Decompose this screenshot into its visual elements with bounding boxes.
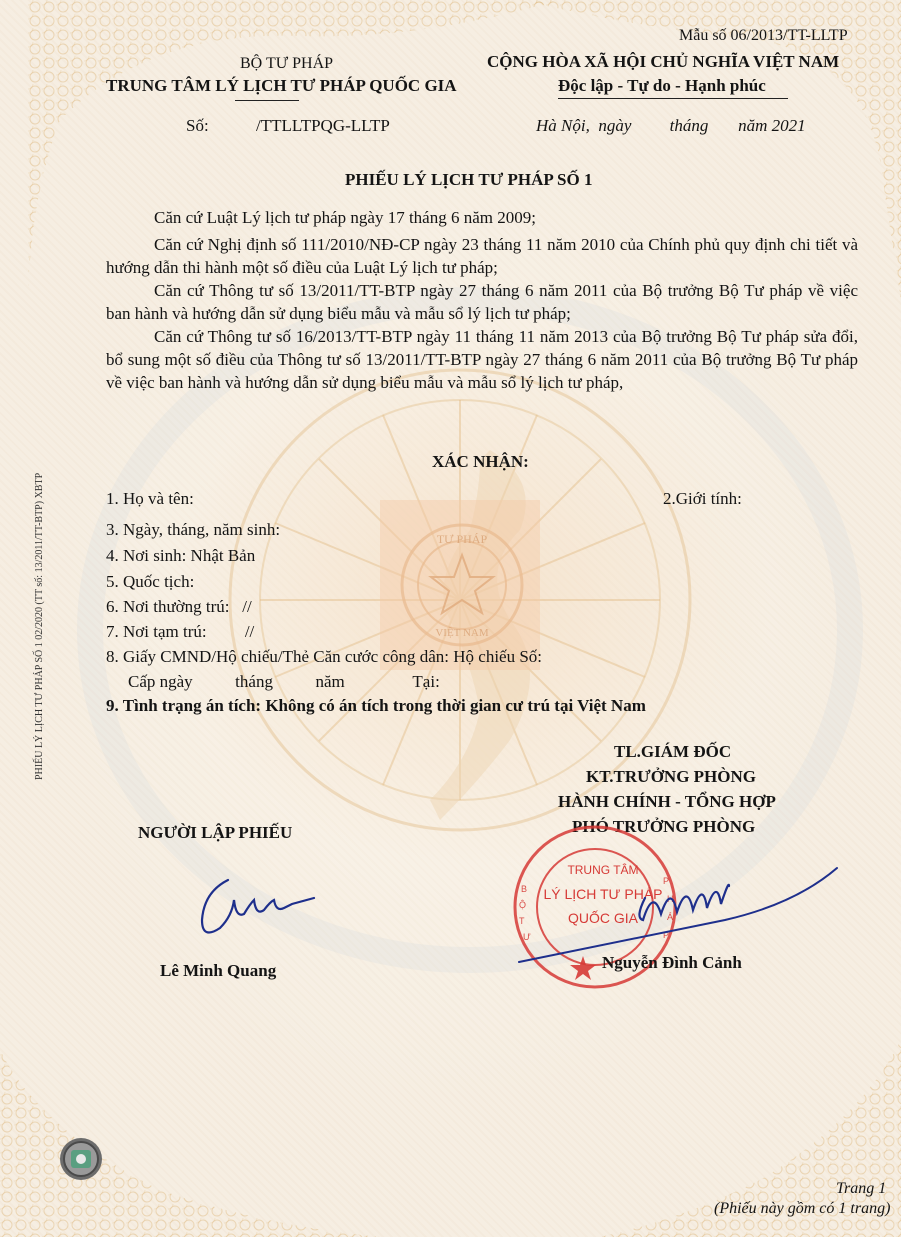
field-date-of-birth: 3. Ngày, tháng, năm sinh:	[106, 520, 281, 539]
svg-text:Á: Á	[667, 912, 674, 922]
signer-signature	[515, 858, 845, 968]
preparer-title: NGƯỜI LẬP PHIẾU	[138, 823, 293, 842]
legal-basis-4: Căn cứ Thông tư số 16/2013/TT-BTP ngày 11 tháng 11 năm 2013 của Bộ trưởng Bộ Tư pháp sửa đổi, bổ sung một số điều của Thông tư số 13/2011/TT-BTP ngày 27 tháng 6 năm 2011 của Bộ trưởng Bộ Tư pháp về việc ban hành và hướng dẫn sử dụng biểu mẫu và mẫu sổ lý lịch tư pháp,	[106, 327, 858, 392]
legal-basis-1: Căn cứ Luật Lý lịch tư pháp ngày 17 tháng 6 năm 2009;	[154, 208, 536, 227]
signer-name: Nguyễn Đình Cảnh	[602, 953, 742, 972]
center-name: TRUNG TÂM LÝ LỊCH TƯ PHÁP QUỐC GIA	[106, 76, 457, 95]
field-gender: 2.Giới tính:	[663, 489, 742, 508]
field-permanent-residence: 6. Nơi thường trú: //	[106, 597, 252, 616]
hologram-sticker	[58, 1136, 104, 1182]
svg-text:H: H	[667, 894, 674, 904]
field-issued: Cấp ngày tháng năm Tại:	[128, 672, 440, 691]
sign-line-1: TL.GIÁM ĐỐC	[614, 742, 732, 761]
svg-text:Ộ: Ộ	[519, 900, 527, 910]
field-criminal-status: 9. Tình trạng án tích: Không có án tích trong thời gian cư trú tại Việt Nam	[106, 696, 646, 715]
document-number-suffix: /TTLLTPQG-LLTP	[256, 116, 390, 135]
document-title: PHIẾU LÝ LỊCH TƯ PHÁP SỐ 1	[345, 170, 593, 189]
svg-text:B: B	[521, 884, 528, 894]
svg-text:P: P	[663, 930, 670, 940]
legal-basis-3: Căn cứ Thông tư số 13/2011/TT-BTP ngày 27 tháng 6 năm 2011 của Bộ trưởng Bộ Tư pháp về việc ban hành và hướng dẫn sử dụng biểu mẫu và mẫu sổ lý lịch tư pháp;	[106, 281, 858, 323]
page-number: Trang 1	[836, 1180, 887, 1197]
svg-text:P: P	[663, 876, 670, 886]
page-count-note: (Phiếu này gồm có 1 trang)	[714, 1200, 891, 1217]
seal-text-3: QUỐC GIA	[567, 910, 639, 926]
sign-line-4: PHÓ TRƯỞNG PHÒNG	[572, 817, 756, 836]
sign-line-3: HÀNH CHÍNH - TỔNG HỢP	[558, 792, 776, 811]
republic-name: CỘNG HÒA XÃ HỘI CHỦ NGHĨA VIỆT NAM	[487, 52, 840, 71]
field-temporary-residence: 7. Nơi tạm trú: //	[106, 622, 255, 641]
field-id-document: 8. Giấy CMND/Hộ chiếu/Thẻ Căn cước công dân: Hộ chiếu Số:	[106, 647, 543, 666]
sign-line-2: KT.TRƯỞNG PHÒNG	[586, 767, 756, 786]
svg-text:Ư: Ư	[523, 932, 531, 942]
header-underline-right	[558, 98, 788, 99]
form-code: Mẫu số 06/2013/TT-LLTP	[679, 27, 848, 44]
preparer-signature	[190, 862, 330, 952]
field-nationality: 5. Quốc tịch:	[106, 572, 195, 591]
watermark-text-bottom: VIỆT NAM	[435, 627, 489, 639]
svg-text:T: T	[519, 916, 525, 926]
ministry-name: BỘ TƯ PHÁP	[240, 55, 334, 72]
seal-text-1: TRUNG TÂM	[567, 863, 639, 877]
place-date: Hà Nội, ngày tháng năm 2021	[536, 116, 806, 135]
document-number-label: Số:	[186, 116, 209, 135]
confirm-heading: XÁC NHẬN:	[432, 452, 529, 471]
side-form-note: PHIẾU LÝ LỊCH TƯ PHÁP SỐ 1 02/2020 (TT số: 13/2011/TT-BTP) XBTP	[34, 472, 45, 780]
national-motto: Độc lập - Tự do - Hạnh phúc	[558, 76, 766, 95]
field-birthplace: 4. Nơi sinh: Nhật Bản	[106, 546, 256, 565]
seal-text-2: LÝ LỊCH TƯ PHÁP	[543, 886, 663, 902]
preparer-name: Lê Minh Quang	[160, 961, 277, 980]
field-name: 1. Họ và tên:	[106, 489, 194, 508]
header-underline-left	[235, 100, 299, 101]
legal-basis-2: Căn cứ Nghị định số 111/2010/NĐ-CP ngày 23 tháng 11 năm 2010 của Chính phủ quy định chi tiết và hướng dẫn thi hành một số điều của Luật Lý lịch tư pháp;	[106, 235, 858, 277]
watermark-text-top: TƯ PHÁP	[436, 532, 488, 546]
